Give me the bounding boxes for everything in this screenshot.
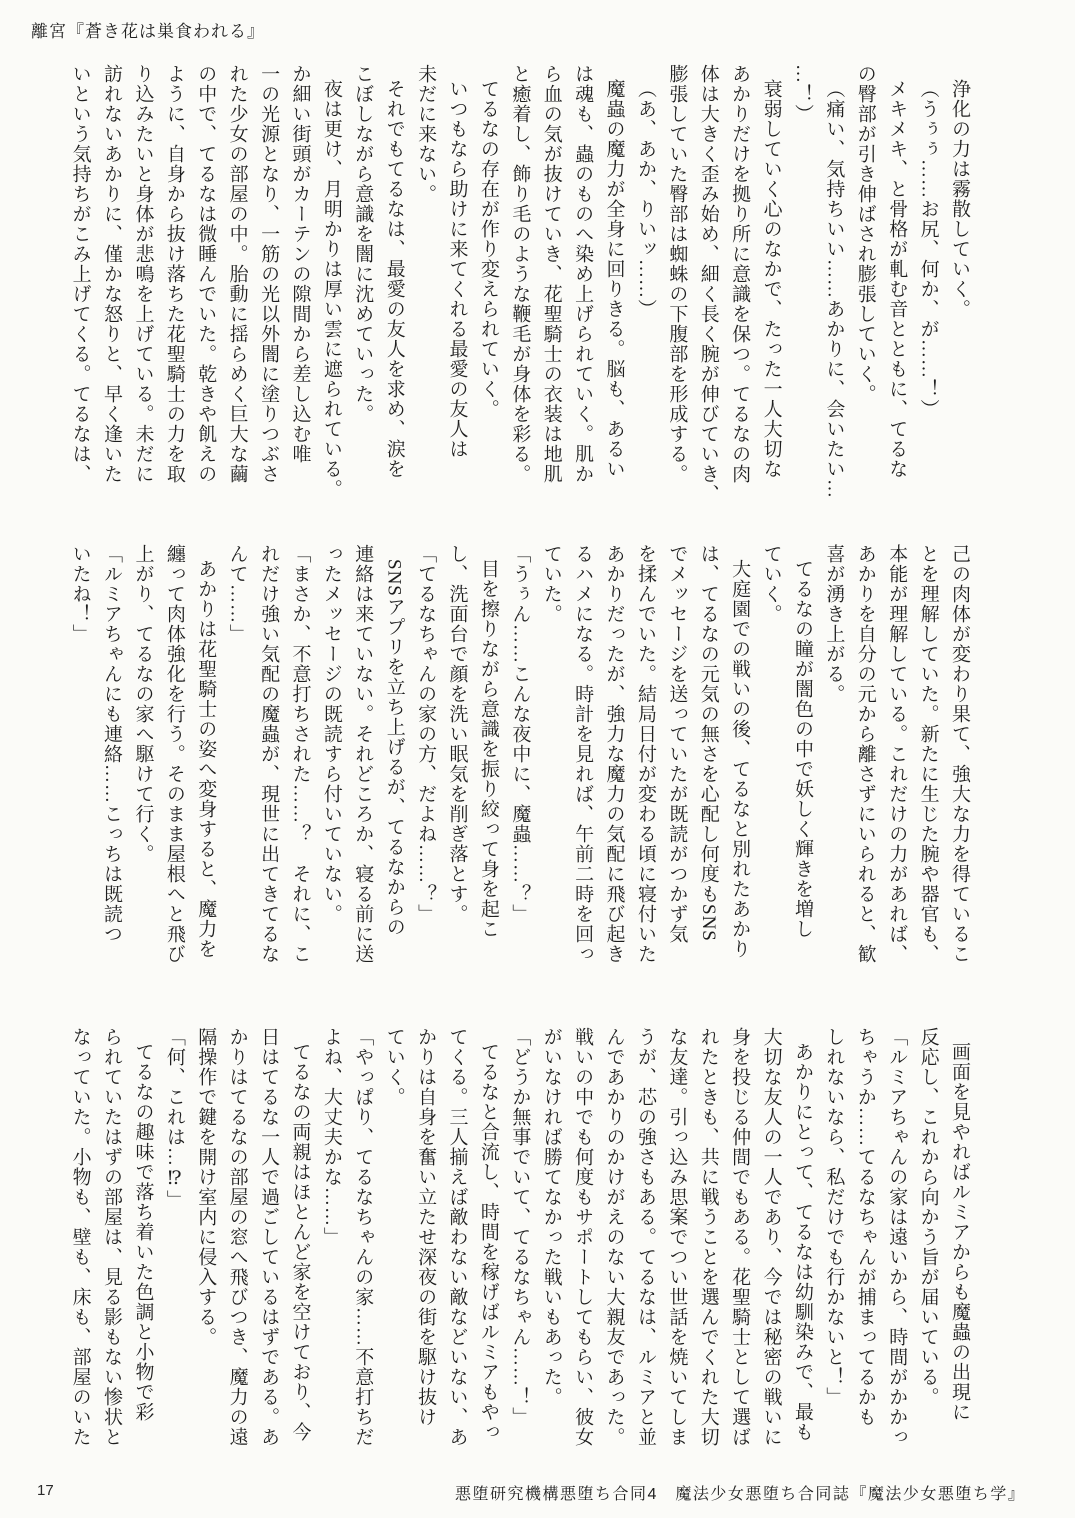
text-column: 「やっぱり、てるなちゃんの家……不意打ちだ: [352, 1027, 374, 1447]
text-column: でメッセージを送っていたが既読がつかず気: [666, 544, 688, 944]
text-column: んであかりのかけがえのない大親友であった。: [603, 1027, 625, 1447]
text-column: と癒着し、飾り毛のような鞭毛が身体を彩る。: [509, 64, 531, 484]
text-column: てくる。三人揃えば敵わない敵などいない、あ: [446, 1027, 468, 1447]
text-column: 「うぅん……こんな夜中に、魔蟲……？」: [509, 544, 531, 924]
text-column: ていく。: [383, 1027, 405, 1107]
text-column: あかりだけを拠り所に意識を保つ。てるなの肉: [729, 64, 751, 484]
text-column: かりはてるなの部屋の窓へ飛びつき、魔力の遠: [226, 1027, 248, 1447]
text-column: …！）: [791, 64, 813, 124]
text-column: ら血の気が抜けていき、花聖騎士の衣装は地肌: [540, 64, 562, 484]
chapter-title: 離宮『蒼き花は巣食われる』: [31, 22, 265, 41]
text-column: あかりにとって、てるなは幼馴染みで、最も: [791, 1042, 813, 1442]
text-column: 体は大きく歪み始め、細く長く腕が伸びていき、: [697, 64, 719, 504]
footer-title: 悪堕研究機構悪堕ち合同4 魔法少女悪堕ち合同誌『魔法少女悪堕ち学』: [455, 1486, 1026, 1503]
text-column: いつもなら助けに来てくれる最愛の友人は: [446, 79, 468, 459]
page-number: 17: [37, 1482, 54, 1499]
text-column: よね、大丈夫かな……」: [320, 1027, 342, 1247]
text-column: 身を投じる仲間でもある。花聖騎士として選ば: [729, 1027, 751, 1447]
text-column: 一の光源となり、一筋の光以外闇に塗りつぶさ: [258, 64, 280, 484]
text-column: な友達。引っ込み思案でつい世話を焼いてしま: [666, 1027, 688, 1447]
text-column: なっていた。小物も、壁も、床も、部屋のいた: [69, 1027, 91, 1447]
text-column: （痛い、気持ちいい……あかりに、会いたい…: [823, 79, 845, 499]
text-column: し、洗面台で顔を洗い眠気を削ぎ落とす。: [446, 544, 468, 924]
text-column: いたね！」: [69, 544, 91, 644]
text-column: 大切な友人の一人であり、今では秘密の戦いに: [760, 1027, 782, 1447]
text-column: 浄化の力は霧散していく。: [949, 79, 970, 319]
text-column: それでもてるなは、最愛の友人を求め、涙を: [383, 79, 405, 479]
text-column: とを理解していた。新たに生じた腕や器官も、: [917, 544, 939, 964]
text-column: 画面を見やればルミアからも魔蟲の出現に: [949, 1042, 970, 1422]
text-column: 「ルミアちゃんの家は遠いから、時間がかかっ: [886, 1027, 908, 1447]
text-column: 「てるなちゃんの家の方、だよね……？」: [415, 544, 437, 924]
text-column: 隔操作で鍵を開け室内に侵入する。: [195, 1027, 217, 1347]
text-column: てるなと合流し、時間を稼げばルミアもやっ: [477, 1042, 499, 1442]
text-column: か細い街頭がカーテンの隙間から差し込む唯: [289, 64, 311, 464]
text-column: 目を擦りながら意識を振り絞って身を起こ: [477, 559, 499, 939]
text-column: 未だに来ない。: [415, 64, 437, 204]
text-column: を揉んでいた。結局日付が変わる頃に寝付いた: [634, 544, 656, 964]
text-column: 「ルミアちゃんにも連絡……こっちは既読つ: [101, 544, 123, 944]
text-column: 「何、これは…⁉」: [163, 1027, 185, 1210]
text-column: 戦いの中でも何度もサポートしてもらい、彼女: [572, 1027, 594, 1447]
text-column: 「どうか無事でいて、てるなちゃん……！」: [509, 1027, 531, 1427]
text-band-bottom: [63, 1027, 975, 1473]
text-column: てるなの両親はほとんど家を空けており、今: [289, 1042, 311, 1442]
text-column: 訪れないあかりに、僅かな怒りと、早く逢いた: [101, 64, 123, 484]
text-band-top: [63, 64, 975, 510]
text-column: ように、自身から抜け落ちた花聖騎士の力を取: [163, 64, 185, 484]
text-column: 衰弱していく心のなかで、たった一人大切な: [760, 79, 782, 479]
text-column: られていたはずの部屋は、見る影もない惨状と: [101, 1027, 123, 1447]
text-column: ていく。: [760, 544, 782, 624]
text-column: （うぅぅ……お尻、何か、が……！）: [917, 79, 939, 419]
text-column: んて……」: [226, 544, 248, 644]
text-column: がいなければ勝てなかった戦いもあった。: [540, 1027, 562, 1407]
text-column: の中で、てるなは微睡んでいた。乾きや飢えの: [195, 64, 217, 484]
text-column: かりは自身を奮い立たせ深夜の街を駆け抜け: [415, 1027, 437, 1427]
text-column: ていた。: [540, 544, 562, 624]
text-column: 夜は更け、月明かりは厚い雲に遮られている。: [320, 79, 342, 499]
text-column: の臀部が引き伸ばされ膨張していく。: [854, 64, 876, 404]
text-column: こぼしながら意識を闇に沈めていった。: [352, 64, 374, 424]
text-column: あかりだったが、強力な魔力の気配に飛び起き: [603, 544, 625, 964]
text-column: 膨張していた臀部は蜘蛛の下腹部を形成する。: [666, 64, 688, 484]
text-column: れたときも、共に戦うことを選んでくれた大切: [697, 1027, 719, 1447]
text-column: ったメッセージの既読すら付いていない。: [320, 544, 342, 924]
text-column: （あ、あか、りいッ……）: [634, 79, 656, 319]
text-column: いという気持ちがこみ上げてくる。てるなは、: [69, 64, 91, 484]
text-column: てるなの存在が作り変えられていく。: [477, 79, 499, 419]
text-column: るハメになる。時計を見れば、午前二時を回っ: [572, 544, 594, 964]
text-column: ちゃうか……てるなちゃんが捕まってるかも: [854, 1027, 876, 1427]
text-column: SNSアプリを立ち上げるが、てるなからの: [383, 559, 405, 937]
text-column: あかりは花聖騎士の姿へ変身すると、魔力を: [195, 559, 217, 959]
text-column: 纏って肉体強化を行う。そのまま屋根へと飛び: [163, 544, 185, 964]
text-column: メキメキ、と骨格が軋む音とともに、てるな: [886, 79, 908, 479]
text-column: は、てるなの元気の無さを心配し何度もSNS: [697, 544, 719, 942]
text-column: 大庭園での戦いの後、てるなと別れたあかり: [729, 559, 751, 959]
text-column: 連絡は来ていない。それどころか、寝る前に送: [352, 544, 374, 964]
text-column: てるなの趣味で落ち着いた色調と小物で彩: [132, 1042, 154, 1422]
text-column: 喜が湧き上がる。: [823, 544, 845, 704]
text-column: 日はてるな一人で過ごしているはずである。あ: [258, 1027, 280, 1447]
text-column: あかりを自分の元から離さずにいられると、歓: [854, 544, 876, 964]
text-column: り込みたいと身体が悲鳴を上げている。未だに: [132, 64, 154, 484]
text-column: うが、芯の強さもある。てるなは、ルミアと並: [634, 1027, 656, 1447]
text-column: てるなの瞳が闇色の中で妖しく輝きを増し: [791, 559, 813, 939]
text-column: しれないなら、私だけでも行かないと！」: [823, 1027, 845, 1407]
text-column: 上がり、てるなの家へ駆けて行く。: [132, 544, 154, 864]
text-column: は魂も、蟲のものへ染め上げられていく。肌か: [572, 64, 594, 484]
text-column: 己の肉体が変わり果て、強大な力を得ているこ: [949, 544, 970, 964]
text-column: 反応し、これから向かう旨が届いている。: [917, 1027, 939, 1407]
text-column: れだけ強い気配の魔蟲が、現世に出てきてるな: [258, 544, 280, 964]
text-column: 本能が理解している。これだけの力があれば、: [886, 544, 908, 964]
text-band-middle: [63, 544, 975, 990]
text-column: 「まさか、不意打ちされた……？ それに、こ: [289, 544, 311, 964]
text-column: 魔蟲の魔力が全身に回りきる。脳も、あるい: [603, 79, 625, 479]
text-column: れた少女の部屋の中。胎動に揺らめく巨大な繭: [226, 64, 248, 484]
